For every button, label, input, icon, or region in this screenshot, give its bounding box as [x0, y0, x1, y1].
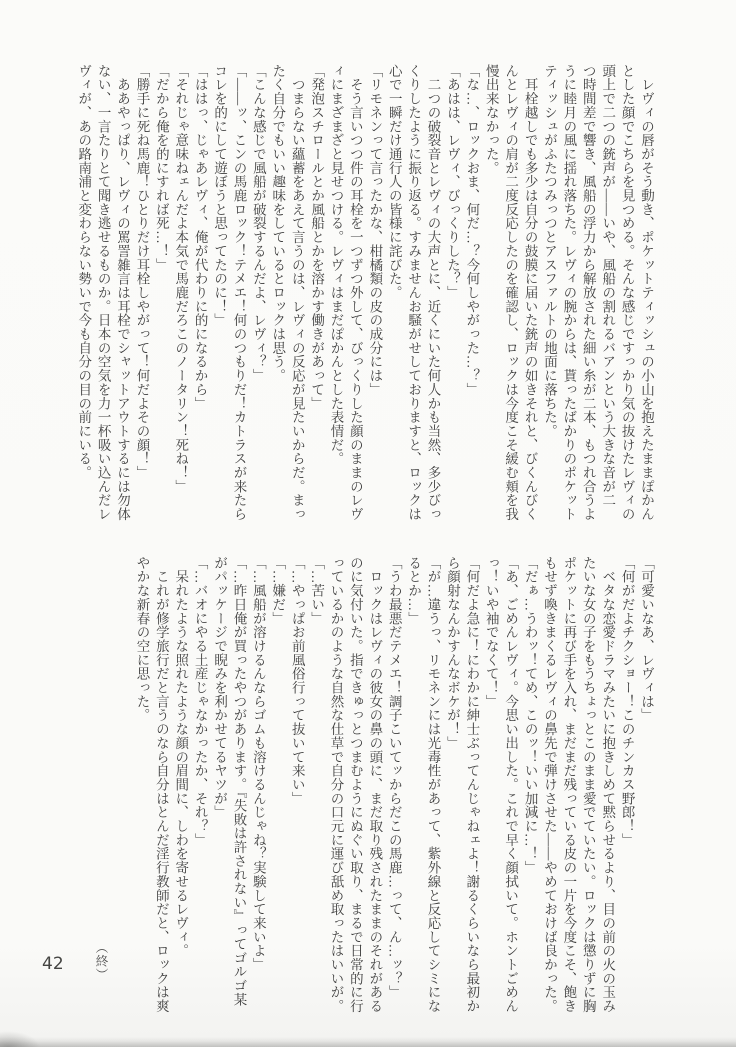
text-line: たく自分でもいい趣味をしているとロックは思う。 — [270, 64, 286, 383]
text-line: やかな新春の空に思った。 — [134, 556, 150, 723]
text-line: これが修学旅行だと言うのなら自分はとんだ淫行教師だと、ロックは爽 — [153, 556, 169, 1014]
text-line: 「何だよ急に！にわかに紳士ぶってんじゃねェよ！謝るくらいなら最初か — [464, 556, 480, 1014]
text-line: コレを的にして遊ぼうと思ってたのに！」 — [212, 64, 228, 328]
text-line: ベタな恋愛ドラマみたいに抱きしめて黙らせるより、目の前の火の玉み — [600, 556, 616, 1014]
text-line: 「リモネンって言ったかな、柑橘類の皮の成分には」 — [367, 64, 383, 397]
text-line: 「それじゃ意味ねェんだよ本気で馬鹿だろこのノータリン！死ね！」 — [173, 64, 189, 494]
story-text-block-bottom — [132, 556, 656, 1014]
text-line: 「こんな感じで風船が破裂するんだよ、レヴィ？」 — [250, 64, 266, 383]
text-line: ティッシュがふたつみっつとアスファルトの地面に落ちた。 — [541, 64, 557, 438]
text-line: つ時間差で響き、風船の浮力から解放された細い糸が二本、もつれ合うよ — [580, 64, 596, 522]
text-line: 「ははっ、じゃあレヴィ、俺が代わりに的になるから」 — [192, 64, 208, 411]
text-line: 「だぁ…うわッ！てめ、このッ！いい加減に…！」 — [522, 556, 538, 875]
text-line: 二つの破裂音とレヴィの大声とに、近くにいた何人かも当然、多少びっ — [425, 64, 441, 522]
text-line: 「可愛いなあ、レヴィは」 — [639, 556, 654, 723]
text-line: もせず喚きまくるレヴィの鼻先で弾けさせた――やめておけば良かった。 — [541, 556, 557, 1014]
text-line: ヴィが、あの路南浦と変わらない勢いで今も自分の目の前にいる。 — [76, 64, 92, 480]
text-line: ああやっぱり、レヴィの罵詈雑言は耳栓でシャットアウトするには勿体 — [115, 64, 131, 522]
scan-edge-shadow — [0, 1037, 736, 1047]
text-line: 「…嫌だ」 — [270, 556, 286, 626]
text-line: んとレヴィの肩が二度反応したのを確認し、ロックは今度こそ緩む頬を我 — [503, 64, 519, 522]
text-line: のに気付いた。指できゅっとつまむようにぬぐい取り、まるで日常的に行 — [347, 556, 363, 1014]
text-line: ら顔射なんかすんなボケが！」 — [444, 556, 460, 750]
page-number: 42 — [42, 954, 64, 974]
text-line: ィにまざまざと見せつける。レヴィはまだぽかんとした表情だ。 — [328, 64, 344, 466]
end-mark: （終） — [94, 941, 108, 982]
text-line: 「だから俺を的にすれば死…！」 — [153, 64, 169, 272]
story-text-block-top — [74, 64, 656, 522]
text-line: 「…バオにやる土産じゃなかったか、それ？」 — [192, 556, 208, 847]
text-line: とした顔でこちらを見つめる。そんな感じですっかり気の抜けたレヴィの — [619, 64, 635, 522]
text-line: 頭上で二つの銃声が――いや、風船の割れるバアンという大きな音が二 — [600, 64, 616, 508]
text-line: 「な…、ロックおま、何だ…？今何しやがった…？」 — [464, 64, 480, 397]
text-line: 「あ、ごめんレヴィ。今思い出した。これで早く顔拭いて。ホントごめん — [503, 556, 519, 1014]
text-line: うに睦月の風に揺れ落ちた。レヴィの腕からは、貰ったばかりのポケット — [561, 64, 577, 522]
text-line: そう言いつつ件の耳栓を一つずつ外して、びっくりした顔のままのレヴ — [347, 64, 363, 522]
text-line: ない、一言たりとて聞き逃せるものか。日本の空気を力一杯吸い込んだレ — [95, 64, 111, 522]
text-line: たいな女の子をもうちょっとこのまま愛でていたい。ロックは懲りずに胸 — [580, 556, 596, 1014]
text-line: 呆れたような照れたような顔の眉間に、しわを寄せるレヴィ。 — [173, 556, 189, 958]
scan-corner-smudge — [0, 1031, 40, 1047]
text-line: くりしたように振り返る。すみませんお騒がせしておりますと、ロックは — [406, 64, 422, 522]
text-line: 「――ッ、こンの馬鹿ロック！テメエ！何のつもりだ！カトラスが来たら — [231, 64, 247, 522]
text-line: 心で一瞬だけ通行人の皆様に詫びた。 — [386, 64, 402, 300]
text-line: 「あはは、レヴィ、びっくりした？」 — [444, 64, 460, 300]
text-line: つまらない蘊蓄をあえて言うのは、レヴィの反応が見たいからだ。まっ — [289, 64, 305, 522]
text-line: 「うわ最悪だテメエ！調子こいてッからだこの馬鹿…って、ん…ッ？」 — [386, 556, 402, 1000]
text-line: 慢出来なかった。 — [483, 64, 499, 175]
text-line: 耳栓越しでも多少は自分の鼓膜に届いた銃声の如きそれと、びくんびく — [522, 64, 538, 522]
text-line: 「…風船が溶けるんならゴムも溶けるんじゃね？実験して来いよ」 — [250, 556, 266, 972]
text-line: レヴィの唇がそう動き、ポケットティッシュの小山を抱えたままぽかん — [639, 64, 654, 522]
text-line: がパッケージで睨みを利かせてるヤツが」 — [212, 556, 228, 820]
text-line: っ！いや袖でなくて！」 — [483, 556, 499, 709]
text-line: 「何がだよチクショー！このチンカス野郎！」 — [619, 556, 635, 847]
text-line: 「発泡スチロールとか風船とかを溶かす働きがあって」 — [309, 64, 325, 411]
text-line: るとか…」 — [406, 556, 422, 626]
text-line: ポケットに再び手を入れ、まだまだ残っている皮の一片を今度こそ、飽き — [561, 556, 577, 1014]
text-line: ロックはレヴィの彼女の鼻の頭に、まだ取り残されたままのそれがある — [367, 556, 383, 1014]
text-line: 「…やっぱお前風俗行って抜いて来い」 — [289, 556, 305, 806]
text-line: 「…昨日俺が買ったやつがあります。『失敗は許されない』ってゴルゴ某 — [231, 556, 247, 1007]
text-line: 「が…違うっ、リモネンには光毒性があって、紫外線と反応してシミにな — [425, 556, 441, 1014]
text-line: っているかのような自然な仕草で自分の口元に運び舐め取ったはいいが。 — [328, 556, 344, 1014]
text-line: 「勝手に死ね馬鹿！ひとりだけ耳栓しやがって！何だよその顔！」 — [134, 64, 150, 480]
text-line: 「…苦い」 — [309, 556, 325, 626]
